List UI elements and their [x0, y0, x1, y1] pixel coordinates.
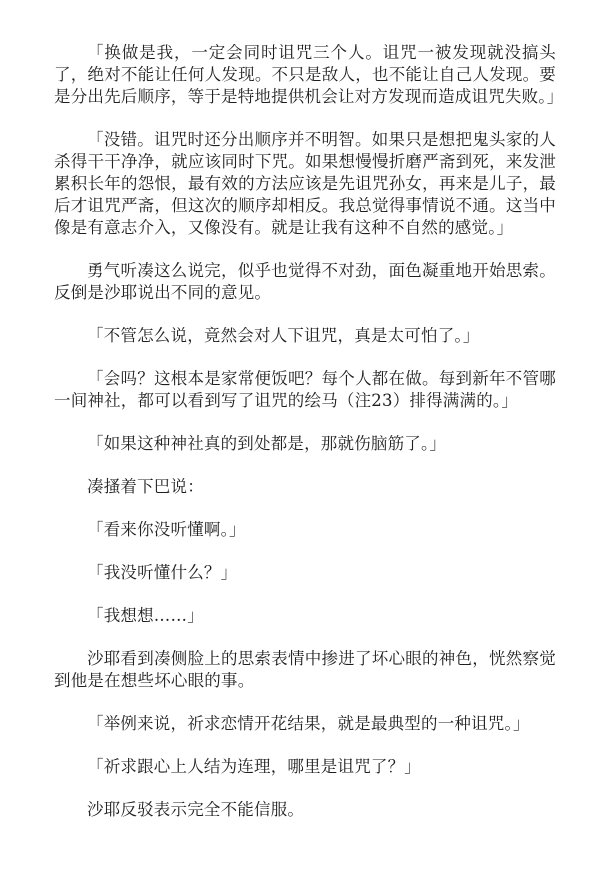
paragraph: 「如果这种神社真的到处都是，那就伤脑筋了。」: [87, 434, 447, 453]
paragraph: 「举例来说，祈求恋情开花结果，就是最典型的一种诅咒。」: [87, 714, 530, 733]
paragraph: 「看来你没听懂啊。」: [87, 520, 246, 539]
paragraph: 「我想想……」: [87, 606, 204, 625]
paragraph: 沙耶反驳表示完全不能信服。: [87, 800, 305, 819]
paragraph: 沙耶看到凑侧脸上的思索表情中掺进了坏心眼的神色，恍然察觉到他是在想些坏心眼的事。: [54, 649, 556, 690]
paragraph: 勇气听凑这么说完，似乎也觉得不对劲，面色凝重地开始思索。反倒是沙耶说出不同的意见。: [54, 261, 556, 302]
paragraph: 「没错。诅咒时还分出顺序并不明智。如果只是想把鬼头家的人杀得干干净净，就应该同时下咒。如果想慢慢折磨严斋到死，来发泄累积长年的怨恨，最有效的方法应该是先诅咒孙女，再来是儿子，最后才诅咒严斋，但这次的顺序却相反。我总觉得事情说不通。这当中像是有意志介入，又像没有。就是让我有这种不自然的感觉。」: [54, 130, 556, 237]
paragraph: 「我没听懂什么？」: [87, 563, 238, 582]
paragraph: 「换做是我，一定会同时诅咒三个人。诅咒一被发现就没搞头了，绝对不能让任何人发现。不只是敌人，也不能让自己人发现。要是分出先后顺序，等于是特地提供机会让对方发现而造成诅咒失败。」: [54, 43, 564, 106]
paragraph: 「会吗？这根本是家常便饭吧？每个人都在做。每到新年不管哪一间神社，都可以看到写了诅咒的绘马（注23）排得满满的。」: [54, 369, 556, 410]
page-body: [54, 42, 564, 842]
paragraph: 「祈求跟心上人结为连理，哪里是诅咒了？」: [87, 757, 421, 776]
paragraph: 「不管怎么说，竟然会对人下诅咒，真是太可怕了。」: [87, 326, 480, 345]
paragraph: 凑搔着下巴说：: [87, 477, 204, 496]
